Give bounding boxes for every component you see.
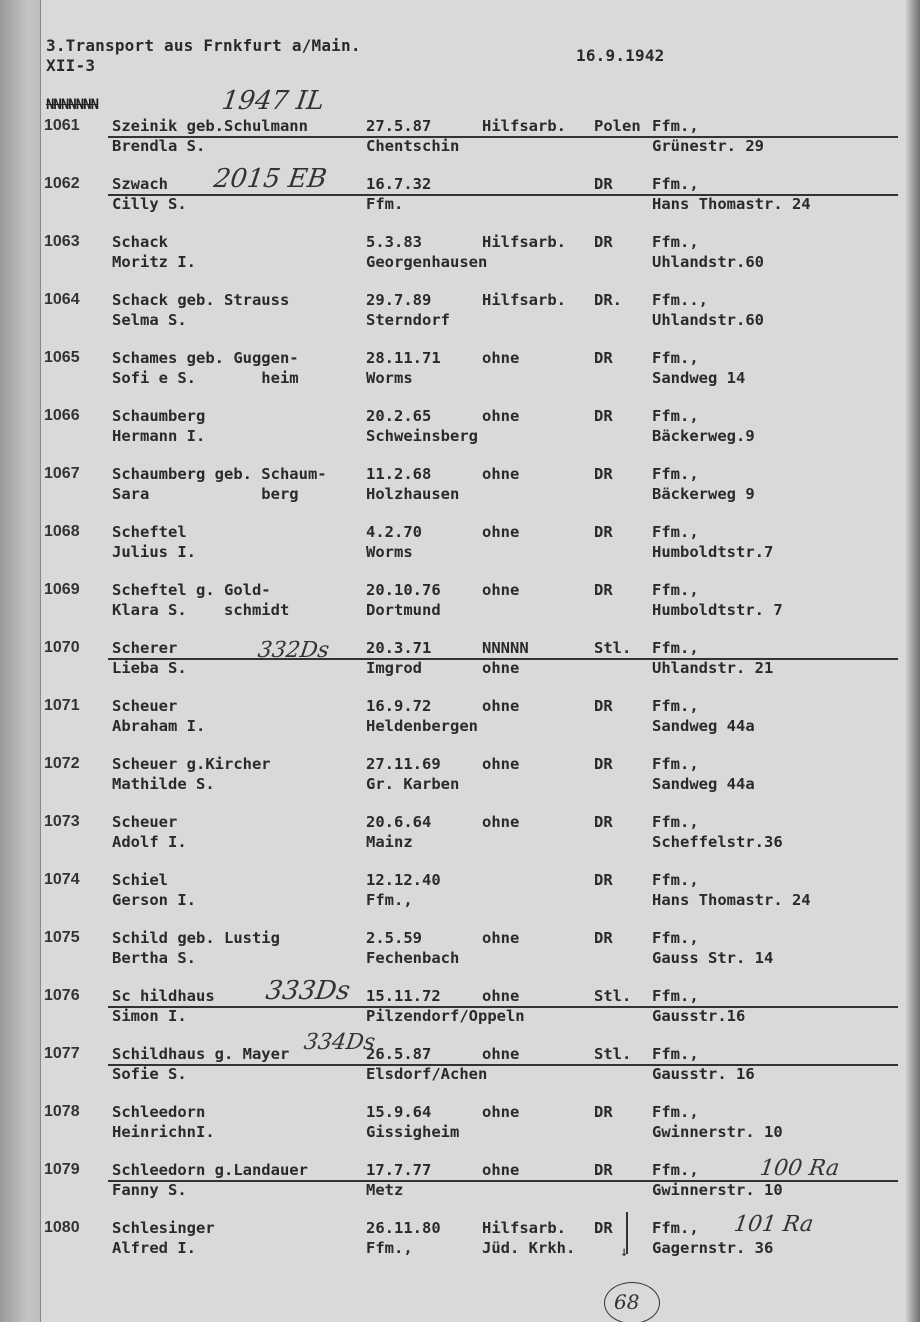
occupation: ohne [482, 697, 520, 715]
street-address: Bäckerweg.9 [652, 427, 755, 445]
status: DR [594, 175, 613, 193]
birth-place: Ffm. [366, 195, 404, 213]
street-address: Sandweg 44a [652, 775, 755, 793]
strike-through-line [108, 136, 898, 138]
status: DR [594, 1219, 613, 1237]
street-address: Gausstr.16 [652, 1007, 746, 1025]
status: DR [594, 755, 613, 773]
birth-date: 29.7.89 [366, 291, 432, 309]
city: Ffm., [652, 407, 699, 425]
occupation: ohne [482, 407, 520, 425]
entry-number: 1077 [44, 1045, 80, 1062]
birth-date: 20.2.65 [366, 407, 432, 425]
given-name: Brendla S. [112, 137, 206, 155]
entry-number: 1078 [44, 1103, 80, 1120]
surname: Szeinik geb.Schulmann [112, 117, 308, 135]
city: Ffm., [652, 1161, 699, 1179]
status: Polen [594, 117, 641, 135]
city: Ffm., [652, 1219, 699, 1237]
transport-date: 16.9.1942 [576, 46, 665, 65]
status: DR [594, 1161, 613, 1179]
street-address: Gauss Str. 14 [652, 949, 774, 967]
bracket-arrow-glyph: ↓ [620, 1244, 629, 1260]
status: DR [594, 523, 613, 541]
status: DR [594, 1103, 613, 1121]
city: Ffm., [652, 233, 699, 251]
entry-number: 1064 [44, 291, 80, 308]
city: Ffm., [652, 349, 699, 367]
entry-number: 1075 [44, 929, 80, 946]
given-name: Moritz I. [112, 253, 196, 271]
birth-place: Gr. Karben [366, 775, 460, 793]
occupation: ohne [482, 813, 520, 831]
handwritten-note-1079: 100 Ra [758, 1156, 841, 1181]
entry-number: 1063 [44, 233, 80, 250]
street-address: Sandweg 44a [652, 717, 755, 735]
status: DR. [594, 291, 622, 309]
surname: Schaumberg geb. Schaum- [112, 465, 327, 483]
given-name: Fanny S. [112, 1181, 187, 1199]
city: Ffm., [652, 755, 699, 773]
occupation: ohne [482, 465, 520, 483]
city: Ffm., [652, 929, 699, 947]
table-row [0, 173, 906, 231]
deportee-list [0, 115, 906, 1275]
surname: Scheftel g. Gold- [112, 581, 271, 599]
street-address: Sandweg 14 [652, 369, 746, 387]
table-row [0, 463, 906, 521]
occupation: NNNNN [482, 639, 529, 657]
birth-date: 5.3.83 [366, 233, 422, 251]
street-address: Uhlandstr.60 [652, 253, 764, 271]
city: Ffm., [652, 639, 699, 657]
given-name: Sofi e S. heim [112, 369, 299, 387]
entry-number: 1062 [44, 175, 80, 192]
birth-place: Chentschin [366, 137, 460, 155]
table-row [0, 753, 906, 811]
occupation: Hilfsarb. [482, 233, 566, 251]
city: Ffm., [652, 1045, 699, 1063]
city: Ffm., [652, 117, 699, 135]
birth-date: 11.2.68 [366, 465, 432, 483]
city: Ffm., [652, 581, 699, 599]
birth-place: Holzhausen [366, 485, 460, 503]
birth-place: Sterndorf [366, 311, 450, 329]
birth-date: 27.11.69 [366, 755, 441, 773]
table-row [0, 347, 906, 405]
status: DR [594, 233, 613, 251]
surname: Scheuer [112, 697, 178, 715]
occupation: ohne [482, 929, 520, 947]
occupation: ohne [482, 1103, 520, 1121]
surname: Schildhaus g. Mayer [112, 1045, 290, 1063]
status: DR [594, 813, 613, 831]
page-edge-shadow [906, 0, 920, 1322]
birth-place: Worms [366, 543, 413, 561]
occupation: ohne [482, 1045, 520, 1063]
entry-number: 1066 [44, 407, 80, 424]
birth-date: 2.5.59 [366, 929, 422, 947]
occupation-note: ohne [482, 659, 520, 677]
given-name: Abraham I. [112, 717, 206, 735]
entry-number: 1079 [44, 1161, 80, 1178]
entry-number: 1080 [44, 1219, 80, 1236]
status: Stl. [594, 1045, 632, 1063]
birth-date: 26.11.80 [366, 1219, 441, 1237]
street-address: Hans Thomastr. 24 [652, 891, 811, 909]
status: DR [594, 697, 613, 715]
table-row [0, 1043, 906, 1101]
surname: Sc hildhaus [112, 987, 215, 1005]
handwritten-note-1070: 332Ds [256, 638, 331, 663]
birth-date: 17.7.77 [366, 1161, 432, 1179]
birth-place: Metz [366, 1181, 404, 1199]
birth-date: 15.11.72 [366, 987, 441, 1005]
surname: Scheftel [112, 523, 187, 541]
city: Ffm., [652, 697, 699, 715]
strike-through-line [108, 194, 898, 196]
birth-place: Gissigheim [366, 1123, 460, 1141]
surname: Schleedorn [112, 1103, 206, 1121]
birth-place: Fechenbach [366, 949, 460, 967]
entry-number: 1065 [44, 349, 80, 366]
given-name: Selma S. [112, 311, 187, 329]
city: Ffm.., [652, 291, 708, 309]
transport-title: 3.Transport aus Frnkfurt a/Main. [46, 36, 361, 55]
entry-number: 1071 [44, 697, 80, 714]
city: Ffm., [652, 1103, 699, 1121]
entry-number: 1061 [44, 117, 80, 134]
handwritten-note-1062: 2015 EB [211, 164, 329, 194]
status: DR [594, 581, 613, 599]
street-address: Uhlandstr. 21 [652, 659, 774, 677]
street-address: Gwinnerstr. 10 [652, 1123, 783, 1141]
occupation: ohne [482, 987, 520, 1005]
surname: Scherer [112, 639, 178, 657]
city: Ffm., [652, 813, 699, 831]
table-row [0, 405, 906, 463]
birth-place: Heldenbergen [366, 717, 478, 735]
table-row [0, 869, 906, 927]
strike-through-line [108, 1064, 898, 1066]
street-address: Humboldtstr. 7 [652, 601, 783, 619]
surname: Schack geb. Strauss [112, 291, 290, 309]
birth-date: 28.11.71 [366, 349, 441, 367]
occupation: ohne [482, 1161, 520, 1179]
street-address: Uhlandstr.60 [652, 311, 764, 329]
given-name: Hermann I. [112, 427, 206, 445]
table-row [0, 985, 906, 1043]
given-name: HeinrichnI. [112, 1123, 215, 1141]
table-row [0, 927, 906, 985]
table-row [0, 231, 906, 289]
occupation: Hilfsarb. [482, 291, 566, 309]
street-address: Humboldtstr.7 [652, 543, 774, 561]
birth-place: Imgrod [366, 659, 422, 677]
entry-number: 1068 [44, 523, 80, 540]
birth-date: 16.7.32 [366, 175, 432, 193]
given-name: Cilly S. [112, 195, 187, 213]
status: DR [594, 465, 613, 483]
city: Ffm., [652, 871, 699, 889]
entry-number: 1067 [44, 465, 80, 482]
entry-number: 1070 [44, 639, 80, 656]
table-row [0, 1101, 906, 1159]
transport-code: XII-3 [46, 56, 96, 75]
given-name: Mathilde S. [112, 775, 215, 793]
given-name: Sofie S. [112, 1065, 187, 1083]
city: Ffm., [652, 175, 699, 193]
birth-date: 20.6.64 [366, 813, 432, 831]
birth-date: 4.2.70 [366, 523, 422, 541]
given-name: Julius I. [112, 543, 196, 561]
birth-date: 27.5.87 [366, 117, 432, 135]
handwritten-note-1080: 101 Ra [732, 1212, 815, 1237]
table-row [0, 695, 906, 753]
strike-through-line [108, 1006, 898, 1008]
occupation-note: Jüd. Krkh. [482, 1239, 576, 1257]
given-name: Gerson I. [112, 891, 196, 909]
street-address: Scheffelstr.36 [652, 833, 783, 851]
surname: Schlesinger [112, 1219, 215, 1237]
surname: Schaumberg [112, 407, 206, 425]
handwritten-note-1077: 334Ds [302, 1030, 377, 1055]
surname: Schames geb. Guggen- [112, 349, 299, 367]
given-name: Sara berg [112, 485, 299, 503]
city: Ffm., [652, 523, 699, 541]
birth-place: Pilzendorf/Oppeln [366, 1007, 525, 1025]
surname: Scheuer [112, 813, 178, 831]
birth-date: 20.3.71 [366, 639, 432, 657]
table-row [0, 579, 906, 637]
birth-place: Schweinsberg [366, 427, 478, 445]
given-name: Alfred I. [112, 1239, 196, 1257]
given-name: Lieba S. [112, 659, 187, 677]
given-name: Bertha S. [112, 949, 196, 967]
surname: Scheuer g.Kircher [112, 755, 271, 773]
occupation: ohne [482, 755, 520, 773]
status: DR [594, 929, 613, 947]
handwritten-note-1076: 333Ds [263, 976, 352, 1006]
table-row [0, 637, 906, 695]
given-name: Simon I. [112, 1007, 187, 1025]
status: DR [594, 871, 613, 889]
city: Ffm., [652, 987, 699, 1005]
birth-place: Dortmund [366, 601, 441, 619]
table-row [0, 115, 906, 173]
birth-place: Ffm., [366, 891, 413, 909]
street-address: Gagernstr. 36 [652, 1239, 774, 1257]
birth-place: Mainz [366, 833, 413, 851]
birth-place: Georgenhausen [366, 253, 488, 271]
birth-place: Worms [366, 369, 413, 387]
surname: Schack [112, 233, 168, 251]
entry-number: 1073 [44, 813, 80, 830]
street-address: Hans Thomastr. 24 [652, 195, 811, 213]
given-name: Adolf I. [112, 833, 187, 851]
table-row [0, 811, 906, 869]
street-address: Gausstr. 16 [652, 1065, 755, 1083]
birth-date: 26.5.87 [366, 1045, 432, 1063]
status: DR [594, 349, 613, 367]
birth-date: 16.9.72 [366, 697, 432, 715]
surname: Schiel [112, 871, 168, 889]
occupation: Hilfsarb. [482, 117, 566, 135]
occupation: Hilfsarb. [482, 1219, 566, 1237]
table-row [0, 289, 906, 347]
surname: Schleedorn g.Landauer [112, 1161, 308, 1179]
status: Stl. [594, 639, 632, 657]
struck-label: NNNNNNN [46, 97, 99, 113]
birth-place: Elsdorf/Achen [366, 1065, 488, 1083]
birth-place: Ffm., [366, 1239, 413, 1257]
street-address: Grünestr. 29 [652, 137, 764, 155]
street-address: Bäckerweg 9 [652, 485, 755, 503]
table-row [0, 521, 906, 579]
birth-date: 15.9.64 [366, 1103, 432, 1121]
surname: Szwach [112, 175, 168, 193]
page-number: 68 [614, 1290, 640, 1314]
occupation: ohne [482, 349, 520, 367]
entry-number: 1074 [44, 871, 80, 888]
entry-number: 1076 [44, 987, 80, 1004]
status: Stl. [594, 987, 632, 1005]
birth-date: 20.10.76 [366, 581, 441, 599]
strike-through-line [108, 658, 898, 660]
given-name: Klara S. schmidt [112, 601, 290, 619]
city: Ffm., [652, 465, 699, 483]
handwritten-note-top: 1947 IL [219, 86, 327, 116]
occupation: ohne [482, 581, 520, 599]
status: DR [594, 407, 613, 425]
street-address: Gwinnerstr. 10 [652, 1181, 783, 1199]
surname: Schild geb. Lustig [112, 929, 280, 947]
entry-number: 1069 [44, 581, 80, 598]
birth-date: 12.12.40 [366, 871, 441, 889]
occupation: ohne [482, 523, 520, 541]
entry-number: 1072 [44, 755, 80, 772]
